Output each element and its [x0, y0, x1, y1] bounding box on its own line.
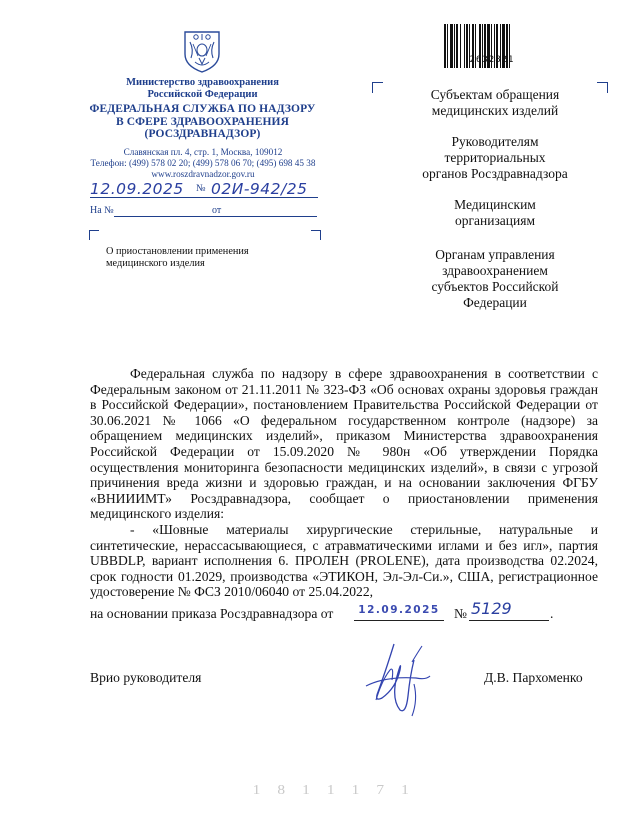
address: Славянская пл. 4, стр. 1, Москва, 109012 — [123, 147, 283, 157]
letter-body — [90, 366, 598, 600]
phone: Телефон: (499) 578 02 20; (499) 578 06 70; (495) 698 45 38 — [90, 158, 316, 168]
signatory-position: Врио руководителя — [90, 670, 202, 685]
order-reference-line — [90, 599, 600, 624]
order-end: . — [550, 606, 554, 621]
order-date-underline — [354, 620, 444, 621]
reference-line — [90, 205, 320, 219]
recipient-1: Субъектам обращения медицинских изделий — [430, 87, 560, 118]
subject-bracket-left — [89, 230, 99, 240]
body-paragraph-1: Федеральная служба по надзору в сфере здравоохранения в соответствии с Федеральным законом от 21.11.2011 № 323-ФЗ «Об основах охраны здоровья граждан в Российской Федерации», постановлением Правительства Российской Федерации от 30.06.2021 № 1066 «О федеральном государственном контроле (надзоре) за обращением медицинских изделий», приказом Министерства здравоохранения Российской Федерации от 15.09.2020 № 980н «Об утверждении Порядка осуществления мониторинга безопасности медицинских изделий», в связи с угрозой причинения вреда жизни и здоровью граждан, и на основании заключения ФГБУ «ВНИИИМТ» Росздравнадзора, сообщает о приостановлении применения медицинского изделия: — [90, 366, 598, 522]
reference-no-label: На № — [90, 205, 114, 216]
ministry-name: Министерство здравоохранения Российской Федерации — [126, 77, 279, 100]
website: www.roszdravnadzor.gov.ru — [151, 169, 255, 179]
letterhead-contacts — [78, 147, 328, 180]
order-number: 5129 — [471, 599, 512, 618]
service-name: ФЕДЕРАЛЬНАЯ СЛУЖБА ПО НАДЗОРУ В СФЕРЕ ЗДРАВООХРАНЕНИЯ (РОСЗДРАВНАДЗОР) — [89, 103, 316, 140]
recipient-2: Руководителям территориальных органов Росздравнадзора — [422, 134, 568, 181]
recipient-bracket-left — [372, 82, 383, 93]
subject-bracket-right — [311, 230, 321, 240]
order-text: на основании приказа Росздравнадзора от — [90, 606, 334, 621]
recipient-3: Медицинским организациям — [454, 197, 536, 228]
body-paragraph-2: - «Шовные материалы хирургические стерильные, натуральные и синтетические, нерассасывающиеся, с атравматическими иглами и без игл», партия UBBDLP, вариант исполнения 6. ПРОЛЕН (PROLENE), дата производства 02.2024, срок годности 01.2029, производства «ЭТИКОН, Эл-Эл-Си.», США, регистрационное удостоверение № ФСЗ 2010/06040 от 25.04.2022, — [90, 521, 598, 600]
recipient-bracket-right — [597, 82, 608, 93]
reference-date-underline — [222, 216, 317, 217]
handwritten-signature-icon — [356, 640, 436, 720]
coat-of-arms-emblem-icon — [181, 26, 223, 74]
letter-subject: О приостановлении применения медицинского изделия — [106, 246, 249, 269]
registration-underline — [90, 197, 318, 198]
recipients-block — [395, 87, 595, 326]
registration-number: 02И-942/25 — [211, 180, 308, 198]
order-date-stamp: 12.09.2025 — [358, 604, 440, 616]
recipient-4: Органам управления здравоохранением субъектов Российской Федерации — [431, 247, 559, 310]
order-no-label: № — [454, 606, 467, 621]
faint-footer-mark: 1 8 1 1 1 7 1 — [252, 783, 416, 798]
registration-no-label: № — [196, 183, 207, 194]
registration-date: 12.09.2025 — [90, 180, 184, 198]
barcode-number: 2632821 — [469, 55, 515, 65]
signatory-name: Д.В. Пархоменко — [484, 670, 583, 685]
order-number-underline — [469, 620, 549, 621]
reference-date-label: от — [212, 205, 222, 216]
